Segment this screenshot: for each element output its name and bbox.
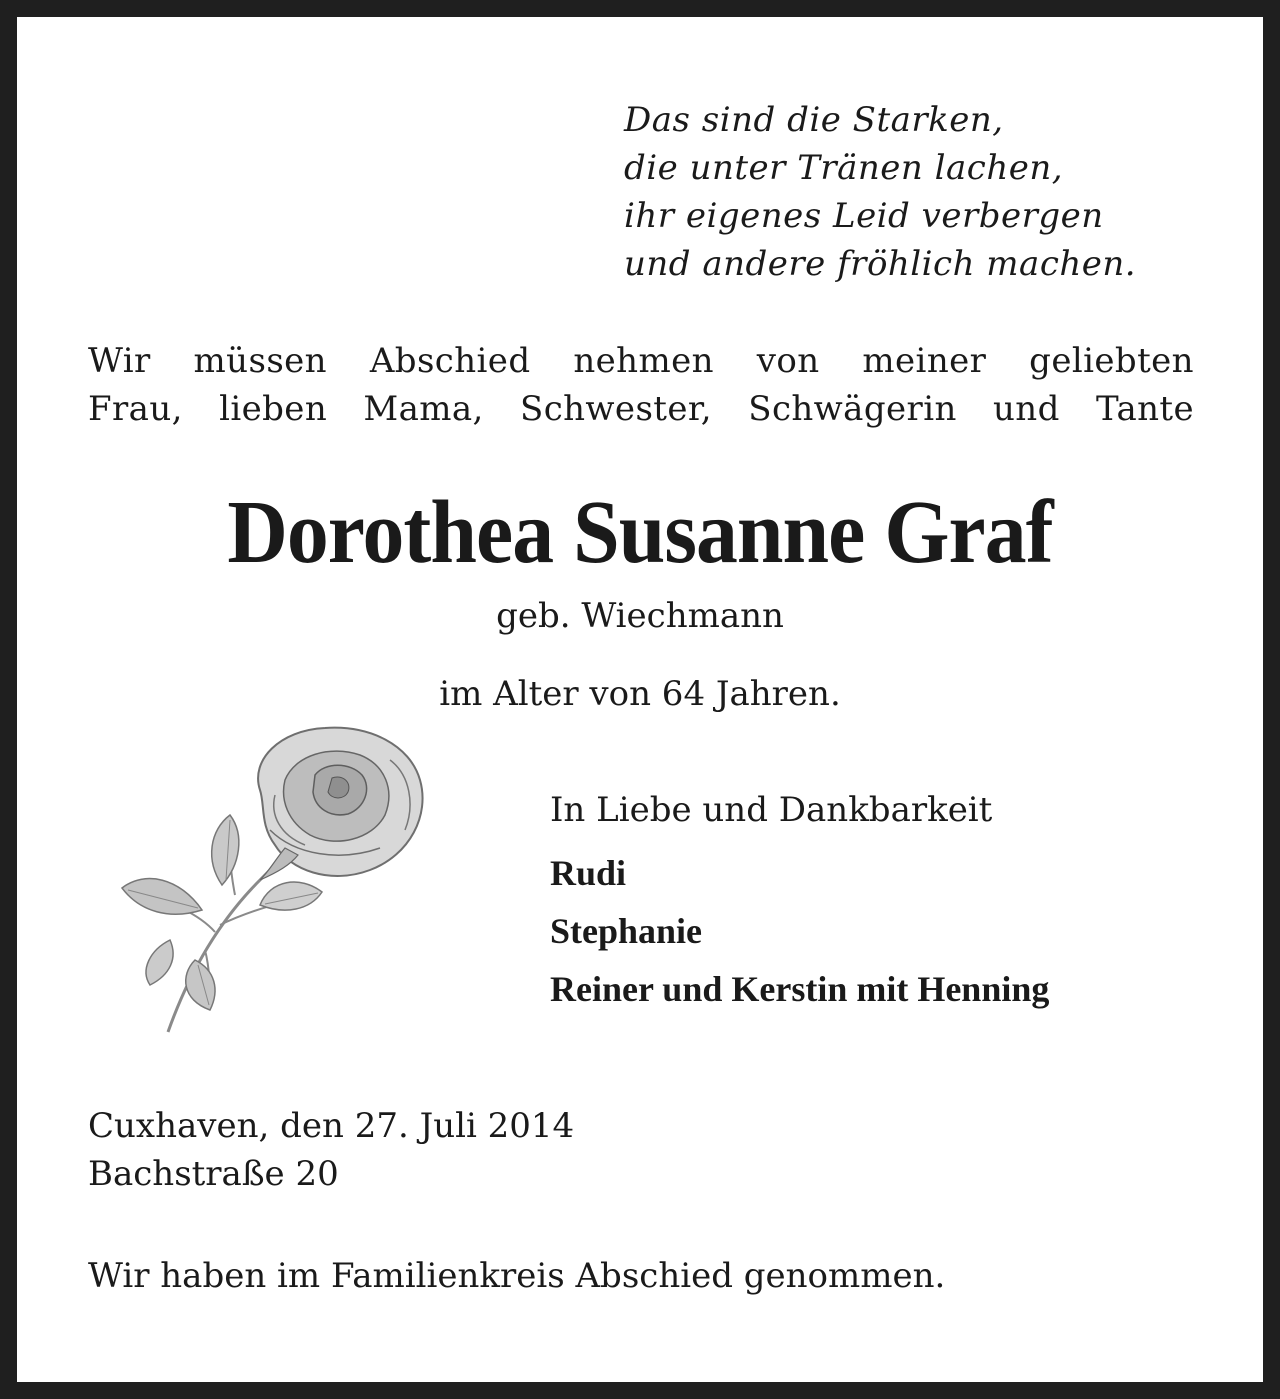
intro-word: Abschied: [369, 341, 531, 381]
intro-text: [88, 337, 1194, 433]
intro-word: Schwester,: [520, 389, 713, 429]
age-text: im Alter von 64 Jahren.: [439, 674, 841, 714]
intro-word: Schwägerin: [748, 389, 957, 429]
intro-word: Tante: [1096, 389, 1194, 429]
poem-line: ihr eigenes Leid verbergen: [624, 196, 1104, 236]
poem-line: und andere fröhlich machen.: [624, 244, 1137, 284]
rose-icon: [110, 720, 440, 1040]
closing-note: Wir haben im Familienkreis Abschied genommen.: [88, 1256, 946, 1296]
intro-word: meiner: [862, 341, 987, 381]
intro-word: und: [993, 389, 1060, 429]
signers-heading: In Liebe und Dankbarkeit: [550, 790, 993, 830]
location-block: [88, 1102, 574, 1198]
signer-name: Rudi: [550, 853, 627, 893]
intro-word: nehmen: [573, 341, 714, 381]
poem-line: die unter Tränen lachen,: [624, 148, 1064, 188]
poem-line: Das sind die Starken,: [624, 100, 1004, 140]
intro-line-1: [88, 337, 1194, 385]
city-date: Cuxhaven, den 27. Juli 2014: [88, 1106, 575, 1146]
intro-word: lieben: [219, 389, 328, 429]
poem: [624, 96, 1224, 288]
intro-word: von: [756, 341, 820, 381]
intro-word: Mama,: [363, 389, 484, 429]
birth-name: geb. Wiechmann: [496, 596, 784, 636]
intro-word: Frau,: [88, 389, 183, 429]
signer-name: Reiner und Kerstin mit Henning: [550, 969, 1050, 1009]
intro-word: geliebten: [1029, 341, 1194, 381]
signers-block: [550, 786, 1230, 1018]
intro-line-2: [88, 385, 1194, 433]
signer-name: Stephanie: [550, 911, 703, 951]
intro-word: Wir: [88, 341, 151, 381]
deceased-name: Dorothea Susanne Graf: [227, 483, 1053, 582]
street-address: Bachstraße 20: [88, 1154, 339, 1194]
intro-word: müssen: [193, 341, 327, 381]
